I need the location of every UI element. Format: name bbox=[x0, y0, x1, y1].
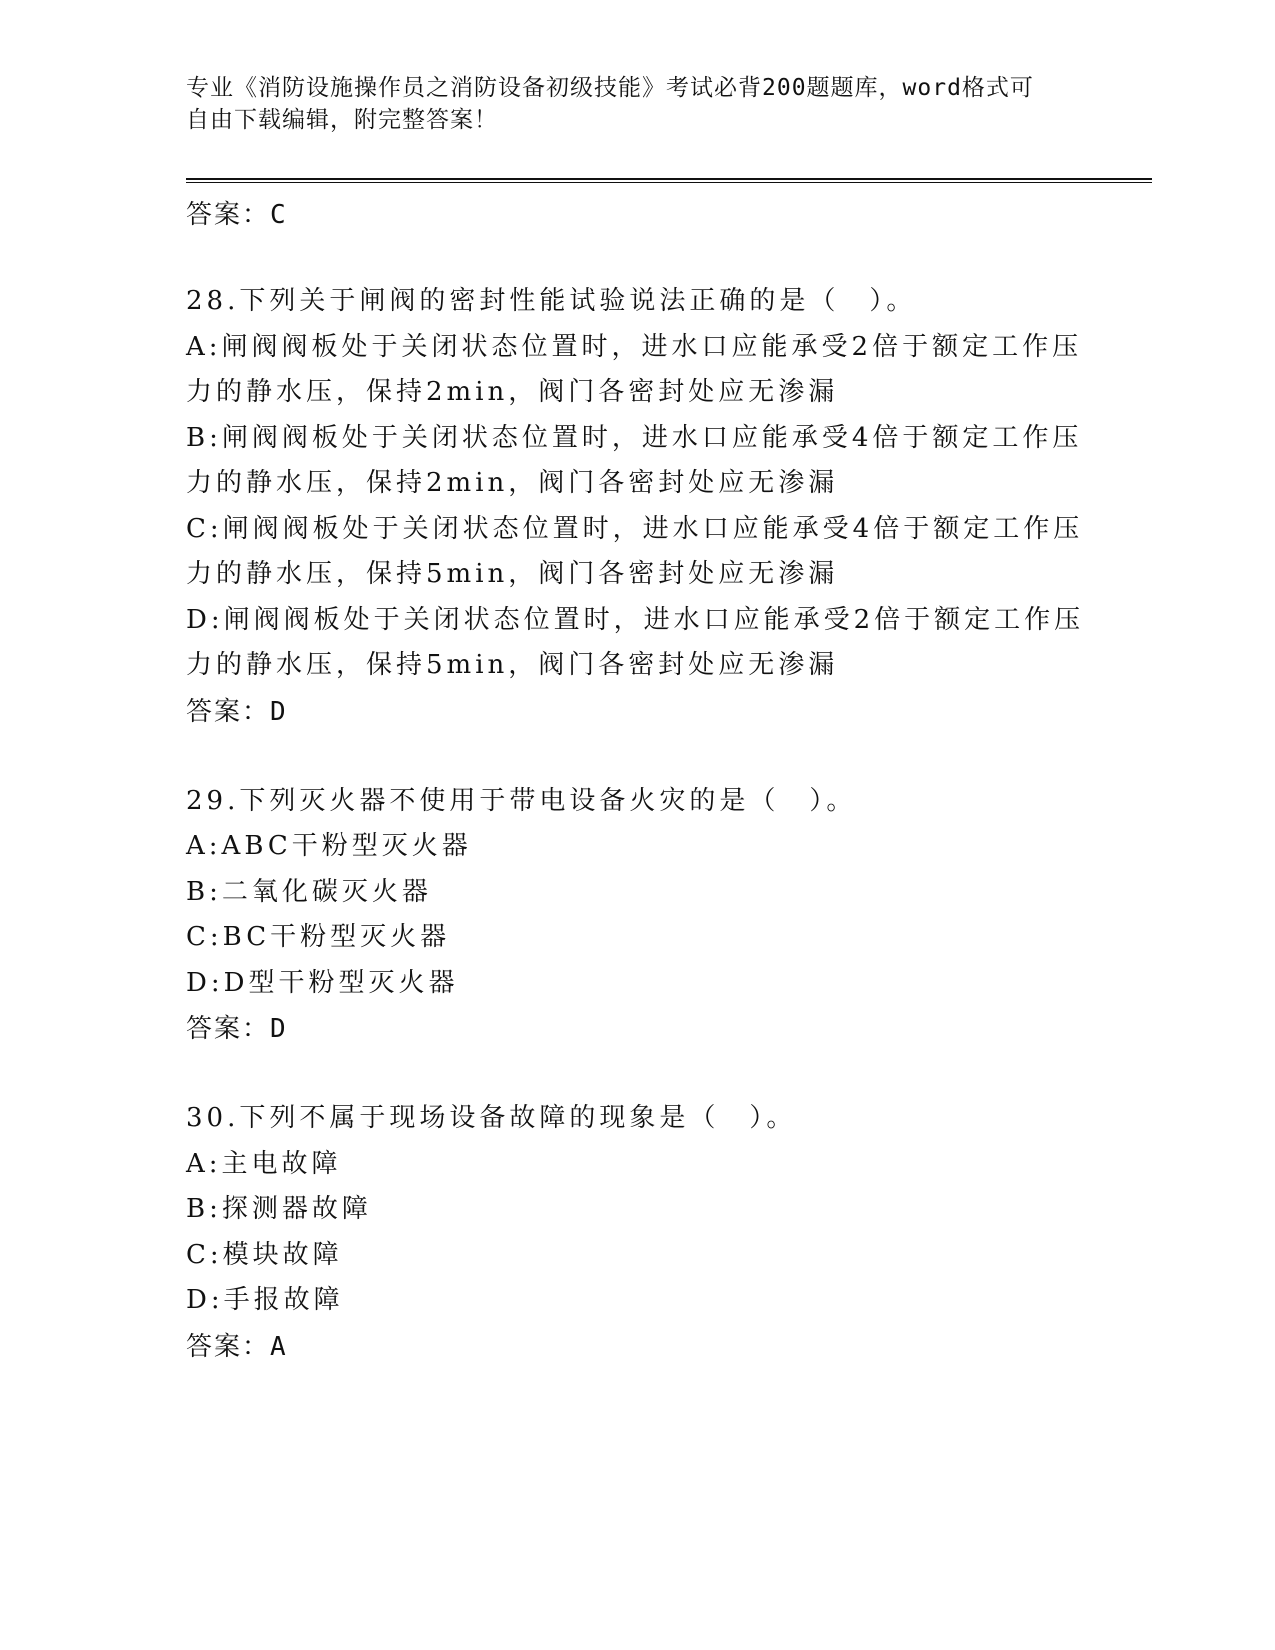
header-line-1: 专业《消防设施操作员之消防设备初级技能》考试必背200题题库，word格式可 bbox=[186, 75, 1034, 101]
option-b: B:二氧化碳灭火器 bbox=[186, 876, 432, 907]
answer-line: 答案：C bbox=[186, 200, 288, 230]
question-stem: 30.下列不属于现场设备故障的现象是（ ）。 bbox=[186, 1103, 797, 1133]
option-c: C:模块故障 bbox=[186, 1239, 343, 1270]
answer-line: 答案：D bbox=[186, 1014, 288, 1044]
option-a: A:主电故障 bbox=[186, 1148, 342, 1179]
option-c: C:闸阀阀板处于关闭状态位置时，进水口应能承受4倍于额定工作压力的静水压，保持5min，阀门各密封处应无渗漏 bbox=[186, 513, 1084, 589]
question-29 bbox=[186, 779, 1086, 1053]
option-d: D:D型干粉型灭火器 bbox=[186, 967, 459, 998]
answer-line: 答案：D bbox=[186, 696, 288, 727]
question-stem: 29.下列灭火器不使用于带电设备火灾的是（ ）。 bbox=[186, 785, 857, 816]
header-divider bbox=[186, 178, 1152, 180]
question-stem: 28.下列关于闸阀的密封性能试验说法正确的是（ ）。 bbox=[186, 286, 917, 316]
page-header bbox=[186, 72, 1086, 136]
option-a: A:闸阀阀板处于关闭状态位置时，进水口应能承受2倍于额定工作压力的静水压，保持2min，阀门各密封处应无渗漏 bbox=[186, 331, 1083, 407]
option-a: A:ABC干粉型灭火器 bbox=[186, 831, 472, 861]
option-c: C:BC干粉型灭火器 bbox=[186, 922, 451, 952]
option-d: D:手报故障 bbox=[186, 1285, 344, 1315]
answer-line: 答案：A bbox=[186, 1331, 288, 1362]
question-30 bbox=[186, 1096, 1086, 1370]
question-list bbox=[186, 279, 1086, 1414]
option-b: B:探测器故障 bbox=[186, 1194, 372, 1224]
header-line-2: 自由下载编辑，附完整答案！ bbox=[186, 107, 498, 133]
question-28 bbox=[186, 279, 1086, 735]
option-d: D:闸阀阀板处于关闭状态位置时，进水口应能承受2倍于额定工作压力的静水压，保持5min，阀门各密封处应无渗漏 bbox=[186, 604, 1085, 680]
option-b: B:闸阀阀板处于关闭状态位置时，进水口应能承受4倍于额定工作压力的静水压，保持2min，阀门各密封处应无渗漏 bbox=[186, 422, 1083, 498]
